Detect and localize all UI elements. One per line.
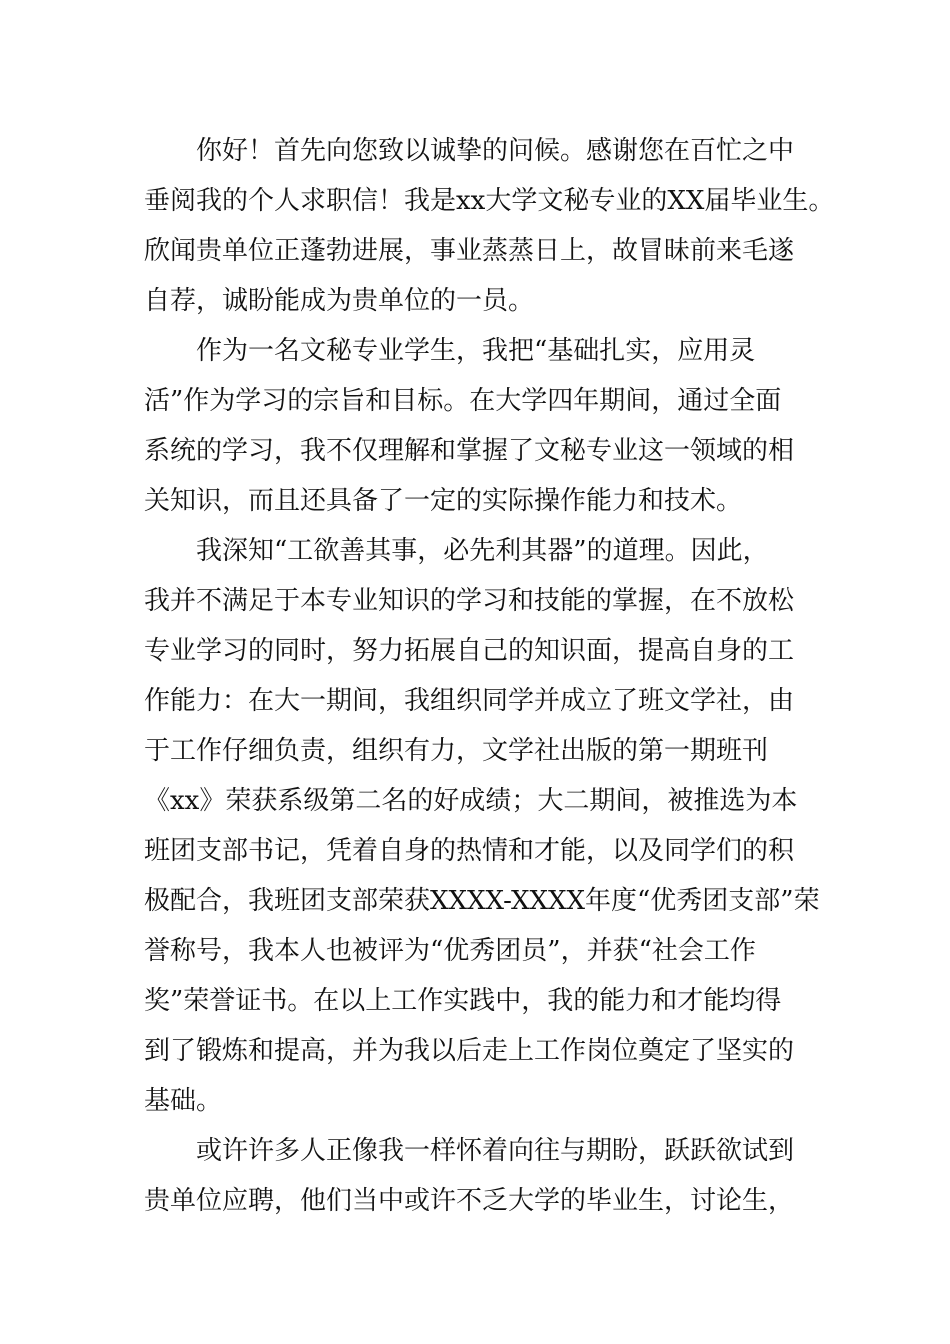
text-line: 欣闻贵单位正蓬勃进展，事业蒸蒸日上，故冒昧前来毛遂 — [144, 236, 795, 266]
text-line: 到了锻炼和提高，并为我以后走上工作岗位奠定了坚实的 — [144, 1036, 795, 1066]
text-line: 系统的学习，我不仅理解和掌握了文秘专业这一领域的相 — [144, 436, 795, 466]
text-line: 活”作为学习的宗旨和目标。在大学四年期间，通过全面 — [144, 386, 782, 416]
text-line: 贵单位应聘，他们当中或许不乏大学的毕业生，讨论生， — [144, 1186, 795, 1216]
text-line: 基础。 — [144, 1086, 223, 1116]
text-line: 自荐，诚盼能成为贵单位的一员。 — [144, 286, 535, 316]
text-line: 《xx》荣获系级第二名的好成绩；大二期间，被推选为本 — [144, 786, 798, 816]
text-line: 誉称号，我本人也被评为“优秀团员”，并获“社会工作 — [144, 936, 756, 966]
text-line: 关知识，而且还具备了一定的实际操作能力和技术。 — [144, 486, 743, 516]
text-line: 极配合，我班团支部荣获XXXX-XXXX年度“优秀团支部”荣 — [144, 886, 820, 916]
text-line: 垂阅我的个人求职信！我是xx大学文秘专业的XX届毕业生。 — [144, 186, 835, 216]
text-line: 或许许多人正像我一样怀着向往与期盼，跃跃欲试到 — [196, 1136, 795, 1166]
text-line: 奖”荣誉证书。在以上工作实践中，我的能力和才能均得 — [144, 986, 782, 1016]
text-line: 于工作仔细负责，组织有力，文学社出版的第一期班刊 — [144, 736, 769, 766]
text-line: 我并不满足于本专业知识的学习和技能的掌握，在不放松 — [144, 586, 795, 616]
text-line: 作能力：在大一期间，我组织同学并成立了班文学社，由 — [144, 686, 795, 716]
text-line: 班团支部书记，凭着自身的热情和才能，以及同学们的积 — [144, 836, 795, 866]
text-line: 你好！首先向您致以诚挚的问候。感谢您在百忙之中 — [196, 136, 795, 166]
text-line: 我深知“工欲善其事，必先利其器”的道理。因此， — [196, 536, 769, 566]
text-line: 作为一名文秘专业学生，我把“基础扎实，应用灵 — [196, 336, 756, 366]
text-line: 专业学习的同时，努力拓展自己的知识面，提高自身的工 — [144, 636, 795, 666]
